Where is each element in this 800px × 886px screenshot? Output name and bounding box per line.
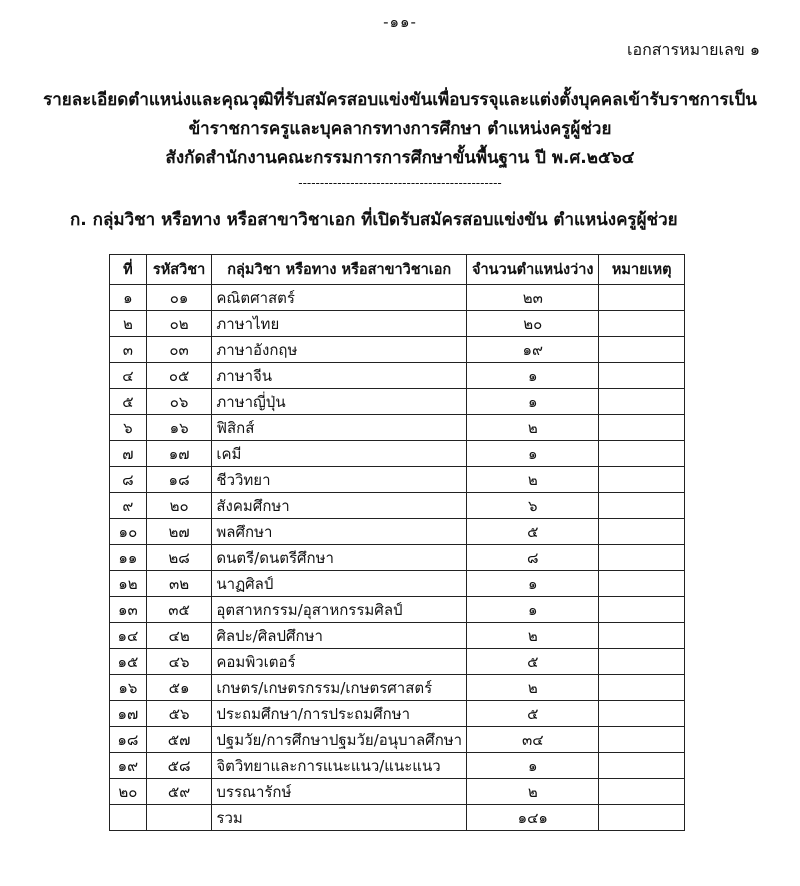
subject-code: ๒๘ — [146, 545, 212, 571]
table-row — [110, 753, 685, 779]
remark — [599, 675, 685, 701]
total-no-cell — [110, 805, 147, 831]
total-note-cell — [599, 805, 685, 831]
row-number: ๓ — [110, 337, 147, 363]
row-number: ๑๔ — [110, 623, 147, 649]
remark — [599, 545, 685, 571]
remark — [599, 753, 685, 779]
subject-name: ศิลปะ/ศิลปศึกษา — [212, 623, 467, 649]
subject-name: พลศึกษา — [212, 519, 467, 545]
row-number: ๑๑ — [110, 545, 147, 571]
remark — [599, 571, 685, 597]
row-number: ๙ — [110, 493, 147, 519]
subject-name: ภาษาญี่ปุ่น — [212, 389, 467, 415]
row-number: ๗ — [110, 441, 147, 467]
header-note: หมายเหตุ — [599, 255, 685, 285]
remark — [599, 649, 685, 675]
subject-code: ๓๒ — [146, 571, 212, 597]
remark — [599, 441, 685, 467]
table-row — [110, 571, 685, 597]
total-code-cell — [146, 805, 212, 831]
remark — [599, 779, 685, 805]
vacancy-count: ๒ — [467, 779, 599, 805]
subject-code: ๑๗ — [146, 441, 212, 467]
remark — [599, 701, 685, 727]
total-row — [110, 805, 685, 831]
table-row — [110, 727, 685, 753]
subject-name: สังคมศึกษา — [212, 493, 467, 519]
row-number: ๑๖ — [110, 675, 147, 701]
remark — [599, 389, 685, 415]
document-reference: เอกสารหมายเลข ๑ — [626, 40, 760, 59]
row-number: ๖ — [110, 415, 147, 441]
row-number: ๒๐ — [110, 779, 147, 805]
remark — [599, 493, 685, 519]
subject-code: ๒๐ — [146, 493, 212, 519]
subject-name: ดนตรี/ดนตรีศึกษา — [212, 545, 467, 571]
subject-code: ๐๑ — [146, 285, 212, 311]
subject-name: ฟิสิกส์ — [212, 415, 467, 441]
remark — [599, 519, 685, 545]
title-line: สังกัดสำนักงานคณะกรรมการการศึกษาขั้นพื้นฐาน ปี พ.ศ.๒๕๖๔ — [165, 148, 635, 168]
table-row — [110, 441, 685, 467]
remark — [599, 415, 685, 441]
vacancy-count: ๒ — [467, 467, 599, 493]
table-row — [110, 649, 685, 675]
subject-code: ๓๕ — [146, 597, 212, 623]
vacancy-count: ๑ — [467, 441, 599, 467]
subject-name: ภาษาจีน — [212, 363, 467, 389]
remark — [599, 727, 685, 753]
divider-line: ----------------------------------------------- — [298, 176, 502, 190]
row-number: ๘ — [110, 467, 147, 493]
header-subject: กลุ่มวิชา หรือทาง หรือสาขาวิชาเอก — [212, 255, 467, 285]
remark — [599, 623, 685, 649]
header-code: รหัสวิชา — [146, 255, 212, 285]
row-number: ๕ — [110, 389, 147, 415]
subject-name: คอมพิวเตอร์ — [212, 649, 467, 675]
subject-code: ๕๖ — [146, 701, 212, 727]
table-row — [110, 623, 685, 649]
subject-name: ภาษาอังกฤษ — [212, 337, 467, 363]
title-line: รายละเอียดตำแหน่งและคุณวุฒิที่รับสมัครสอบแข่งขันเพื่อบรรจุและแต่งตั้งบุคคลเข้ารับราชการเป็น — [43, 90, 757, 110]
subject-code: ๐๓ — [146, 337, 212, 363]
row-number: ๔ — [110, 363, 147, 389]
table-row — [110, 675, 685, 701]
table-row — [110, 779, 685, 805]
table-row — [110, 337, 685, 363]
page-number: -๑๑- — [383, 13, 417, 31]
vacancy-count: ๑ — [467, 597, 599, 623]
subject-code: ๔๒ — [146, 623, 212, 649]
subject-name: จิตวิทยาและการแนะแนว/แนะแนว — [212, 753, 467, 779]
subject-code: ๕๙ — [146, 779, 212, 805]
subject-code: ๑๖ — [146, 415, 212, 441]
table-row — [110, 493, 685, 519]
vacancy-count: ๓๔ — [467, 727, 599, 753]
vacancy-count: ๒ — [467, 415, 599, 441]
remark — [599, 285, 685, 311]
subject-code: ๕๘ — [146, 753, 212, 779]
table-row — [110, 545, 685, 571]
subject-code: ๑๘ — [146, 467, 212, 493]
total-label: รวม — [212, 805, 467, 831]
row-number: ๑๘ — [110, 727, 147, 753]
header-count: จำนวนตำแหน่งว่าง — [467, 255, 599, 285]
header-no: ที่ — [110, 255, 147, 285]
subject-name: นาฏศิลป์ — [212, 571, 467, 597]
table-body — [110, 285, 685, 805]
table-row — [110, 597, 685, 623]
subject-name: ปฐมวัย/การศึกษาปฐมวัย/อนุบาลศึกษา — [212, 727, 467, 753]
total-count: ๑๔๑ — [467, 805, 599, 831]
vacancy-count: ๑๙ — [467, 337, 599, 363]
subject-name: ภาษาไทย — [212, 311, 467, 337]
subject-name: บรรณารักษ์ — [212, 779, 467, 805]
row-number: ๑๙ — [110, 753, 147, 779]
vacancy-count: ๑ — [467, 571, 599, 597]
vacancy-count: ๒๓ — [467, 285, 599, 311]
row-number: ๑๒ — [110, 571, 147, 597]
remark — [599, 337, 685, 363]
subject-code: ๔๖ — [146, 649, 212, 675]
subject-code: ๒๗ — [146, 519, 212, 545]
remark — [599, 311, 685, 337]
table-row — [110, 363, 685, 389]
section-heading: ก. กลุ่มวิชา หรือทาง หรือสาขาวิชาเอก ที่เปิดรับสมัครสอบแข่งขัน ตำแหน่งครูผู้ช่วย — [70, 210, 678, 230]
table-row — [110, 467, 685, 493]
vacancy-count: ๖ — [467, 493, 599, 519]
subject-code: ๐๕ — [146, 363, 212, 389]
subject-name: คณิตศาสตร์ — [212, 285, 467, 311]
table-row — [110, 519, 685, 545]
table-row — [110, 389, 685, 415]
vacancy-count: ๒ — [467, 675, 599, 701]
table-row — [110, 311, 685, 337]
vacancy-count: ๑ — [467, 363, 599, 389]
positions-table — [109, 254, 685, 831]
row-number: ๑ — [110, 285, 147, 311]
table-header-row — [110, 255, 685, 285]
subject-code: ๐๒ — [146, 311, 212, 337]
vacancy-count: ๕ — [467, 649, 599, 675]
subject-name: ประถมศึกษา/การประถมศึกษา — [212, 701, 467, 727]
document-title — [0, 86, 800, 173]
vacancy-count: ๘ — [467, 545, 599, 571]
vacancy-count: ๕ — [467, 519, 599, 545]
vacancy-count: ๒๐ — [467, 311, 599, 337]
row-number: ๑๓ — [110, 597, 147, 623]
remark — [599, 363, 685, 389]
subject-code: ๕๑ — [146, 675, 212, 701]
subject-code: ๐๖ — [146, 389, 212, 415]
subject-name: เคมี — [212, 441, 467, 467]
row-number: ๑๐ — [110, 519, 147, 545]
remark — [599, 597, 685, 623]
remark — [599, 467, 685, 493]
row-number: ๑๕ — [110, 649, 147, 675]
subject-name: ชีววิทยา — [212, 467, 467, 493]
subject-name: อุตสาหกรรม/อุสาหกรรมศิลป์ — [212, 597, 467, 623]
subject-code: ๕๗ — [146, 727, 212, 753]
vacancy-count: ๑ — [467, 753, 599, 779]
subject-name: เกษตร/เกษตรกรรม/เกษตรศาสตร์ — [212, 675, 467, 701]
title-line: ข้าราชการครูและบุคลากรทางการศึกษา ตำแหน่งครูผู้ช่วย — [188, 119, 612, 139]
row-number: ๒ — [110, 311, 147, 337]
row-number: ๑๗ — [110, 701, 147, 727]
vacancy-count: ๑ — [467, 389, 599, 415]
vacancy-count: ๕ — [467, 701, 599, 727]
table-row — [110, 415, 685, 441]
table-row — [110, 701, 685, 727]
table-row — [110, 285, 685, 311]
vacancy-count: ๒ — [467, 623, 599, 649]
